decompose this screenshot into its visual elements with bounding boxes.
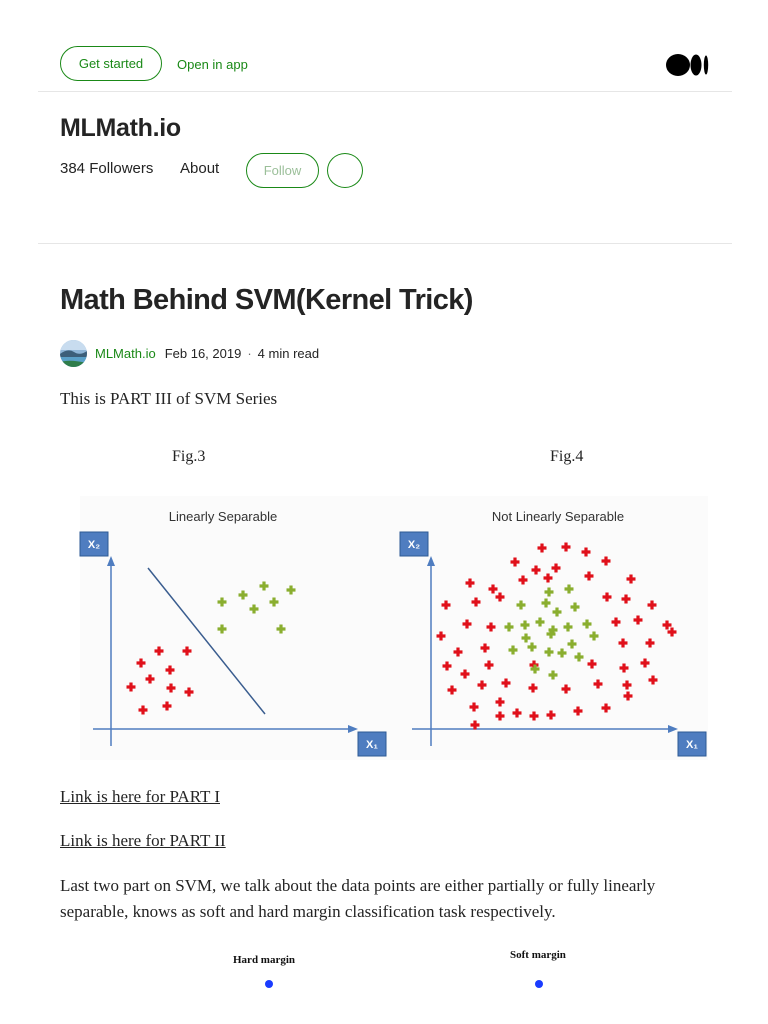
- left-y-axis-label: X₂: [87, 539, 101, 551]
- red-point: [155, 647, 164, 656]
- subscribe-button[interactable]: [327, 153, 363, 188]
- green-point: [571, 603, 580, 612]
- red-point: [448, 686, 457, 695]
- green-point: [250, 605, 259, 614]
- svm-figure: [60, 440, 720, 770]
- top-bar: [38, 40, 732, 92]
- get-started-button[interactable]: Get started: [60, 46, 162, 81]
- red-point: [519, 576, 528, 585]
- right-x-arrow: [668, 725, 678, 733]
- fig3-label: Fig.3: [172, 448, 206, 465]
- red-point: [485, 661, 494, 670]
- red-point: [471, 721, 480, 730]
- green-point: [277, 625, 286, 634]
- right-plot-title: Not Linearly Separable: [491, 509, 625, 524]
- red-point: [612, 618, 621, 627]
- green-point: [542, 599, 551, 608]
- right-y-axis-label: X₂: [407, 539, 421, 551]
- red-point: [461, 670, 470, 679]
- separating-line: [148, 568, 265, 714]
- red-point: [511, 558, 520, 567]
- green-point: [239, 591, 248, 600]
- red-point: [496, 712, 505, 721]
- soft-margin-label: Soft margin: [510, 949, 566, 961]
- red-point: [146, 675, 155, 684]
- red-point: [668, 628, 677, 637]
- green-point: [521, 621, 530, 630]
- right-x-axis-label: X₁: [686, 739, 698, 751]
- green-point: [517, 601, 526, 610]
- left-x-axis-label: X₁: [366, 739, 378, 751]
- red-point: [547, 711, 556, 720]
- red-point: [602, 704, 611, 713]
- red-point: [127, 683, 136, 692]
- red-point: [602, 557, 611, 566]
- author-name[interactable]: MLMath.io: [95, 345, 156, 361]
- red-point: [620, 664, 629, 673]
- byline-separator: ·: [247, 345, 252, 361]
- red-point: [544, 574, 553, 583]
- red-point: [437, 632, 446, 641]
- right-points: [437, 543, 677, 730]
- margin-figure: [60, 945, 720, 1005]
- hard-margin-label: Hard margin: [233, 954, 296, 966]
- right-y-arrow: [427, 556, 435, 566]
- green-point: [558, 649, 567, 658]
- green-point: [536, 618, 545, 627]
- red-point: [185, 688, 194, 697]
- green-point: [260, 582, 269, 591]
- green-point: [545, 648, 554, 657]
- byline: [60, 340, 319, 366]
- red-point: [470, 703, 479, 712]
- red-point: [481, 644, 490, 653]
- green-point: [505, 623, 514, 632]
- red-point: [538, 544, 547, 553]
- green-point: [545, 588, 554, 597]
- green-point: [549, 671, 558, 680]
- medium-logo-icon[interactable]: [666, 53, 710, 77]
- green-point: [218, 598, 227, 607]
- red-point: [496, 698, 505, 707]
- green-point: [287, 586, 296, 595]
- green-point: [218, 625, 227, 634]
- open-in-app-link[interactable]: Open in app: [177, 57, 248, 72]
- green-point: [564, 623, 573, 632]
- red-point: [530, 712, 539, 721]
- figure-plots: [60, 440, 720, 770]
- read-time: 4 min read: [257, 345, 320, 361]
- about-link[interactable]: About: [180, 160, 220, 177]
- green-point: [590, 632, 599, 641]
- red-point: [163, 702, 172, 711]
- red-point: [502, 679, 511, 688]
- green-point: [270, 598, 279, 607]
- red-point: [562, 543, 571, 552]
- red-point: [663, 621, 672, 630]
- red-point: [574, 707, 583, 716]
- red-point: [487, 623, 496, 632]
- publication-header: [38, 92, 732, 244]
- red-point: [634, 616, 643, 625]
- red-point: [472, 598, 481, 607]
- left-y-arrow: [107, 556, 115, 566]
- green-point: [575, 653, 584, 662]
- follow-button[interactable]: Follow: [246, 153, 319, 188]
- red-point: [442, 601, 451, 610]
- red-point: [585, 572, 594, 581]
- red-point: [466, 579, 475, 588]
- red-point: [623, 681, 632, 690]
- red-point: [166, 666, 175, 675]
- red-point: [646, 639, 655, 648]
- red-point: [619, 639, 628, 648]
- red-point: [594, 680, 603, 689]
- article-title: Math Behind SVM(Kernel Trick): [60, 284, 473, 316]
- red-point: [137, 659, 146, 668]
- green-point: [509, 646, 518, 655]
- red-point: [463, 620, 472, 629]
- red-point: [562, 685, 571, 694]
- publish-date: Feb 16, 2019: [164, 345, 242, 361]
- author-avatar[interactable]: [60, 340, 87, 367]
- red-point: [588, 660, 597, 669]
- left-plot-title: Linearly Separable: [168, 509, 278, 524]
- red-point: [183, 647, 192, 656]
- followers-count[interactable]: 384 Followers: [60, 160, 154, 177]
- red-point: [622, 595, 631, 604]
- red-point: [529, 684, 538, 693]
- red-point: [443, 662, 452, 671]
- hard-margin-dot: [265, 980, 273, 988]
- red-point: [513, 709, 522, 718]
- body-paragraph: Last two part on SVM, we talk about the data points are either partially or fully linearly separable, knows as soft and hard margin classification task respectively.: [60, 876, 656, 921]
- green-point: [568, 640, 577, 649]
- green-point: [553, 608, 562, 617]
- part1-link[interactable]: Link is here for PART I: [60, 787, 220, 806]
- publication-name[interactable]: MLMath.io: [60, 114, 181, 142]
- red-point: [139, 706, 148, 715]
- red-point: [167, 684, 176, 693]
- fig4-label: Fig.4: [550, 448, 584, 465]
- green-point: [565, 585, 574, 594]
- red-point: [624, 692, 633, 701]
- green-point: [522, 634, 531, 643]
- red-point: [649, 676, 658, 685]
- red-point: [478, 681, 487, 690]
- red-point: [627, 575, 636, 584]
- red-point: [489, 585, 498, 594]
- red-point: [454, 648, 463, 657]
- red-point: [648, 601, 657, 610]
- green-point: [583, 620, 592, 629]
- green-point: [528, 643, 537, 652]
- left-points: [127, 582, 296, 715]
- red-point: [532, 566, 541, 575]
- red-point: [552, 564, 561, 573]
- intro-paragraph: This is PART III of SVM Series: [60, 389, 278, 408]
- red-point: [641, 659, 650, 668]
- part2-link[interactable]: Link is here for PART II: [60, 831, 226, 850]
- red-point: [496, 593, 505, 602]
- red-point: [603, 593, 612, 602]
- left-x-arrow: [348, 725, 358, 733]
- red-point: [582, 548, 591, 557]
- soft-margin-dot: [535, 980, 543, 988]
